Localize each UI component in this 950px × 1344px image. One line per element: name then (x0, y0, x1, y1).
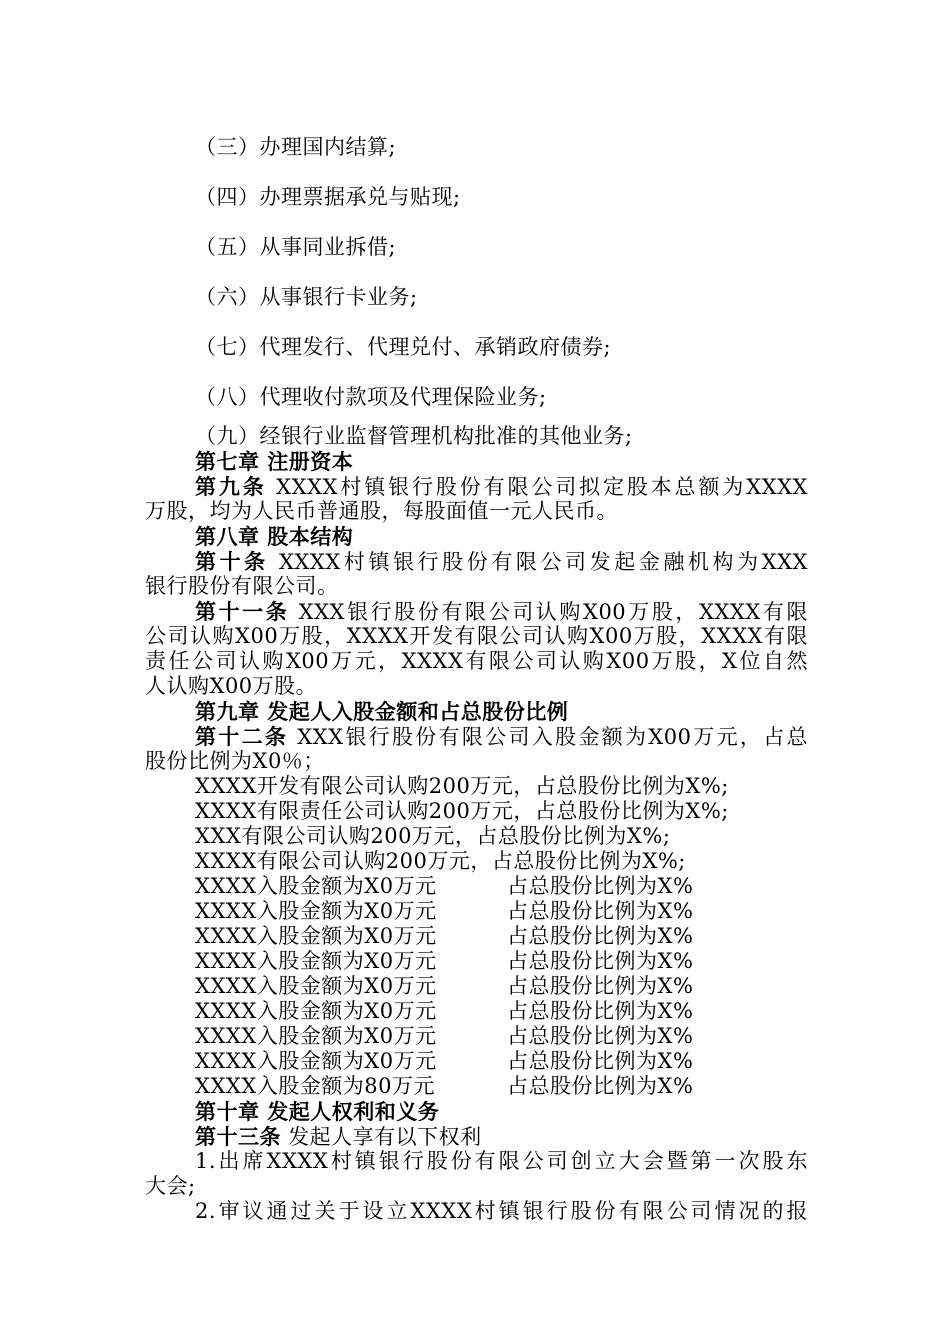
article-text: 发起人享有以下权利 (281, 1125, 482, 1149)
individual-row (195, 924, 858, 949)
article-label: 第十一条 (195, 599, 290, 624)
individual-row (195, 1049, 858, 1074)
individual-row (195, 974, 858, 999)
individual-row (195, 899, 858, 924)
individual-row (195, 1074, 858, 1099)
subscription-line: XXXX有限公司认购200万元，占总股份比例为X%; (195, 849, 686, 873)
list-item: （六）从事银行卡业务; (195, 285, 418, 309)
individual-ratio: 占总股份比例为X% (507, 974, 694, 998)
individual-ratio: 占总股份比例为X% (507, 924, 694, 948)
article-text: XXX银行股份有限公司认购X00万股，XXXX有限 (289, 600, 809, 624)
article-text: XXXX村镇银行股份有限公司发起金融机构为XXX (268, 550, 809, 574)
chapter-heading: 第七章 注册资本 (195, 449, 354, 474)
article-13-line (195, 1124, 858, 1150)
article-9-line (195, 474, 808, 500)
subscription-line: XXXX有限责任公司认购200万元，占总股份比例为X%; (195, 799, 729, 823)
article-text: XXX银行股份有限公司入股金额为X00万元，占总 (288, 725, 808, 749)
individual-ratio: 占总股份比例为X% (507, 1074, 694, 1098)
article-12-line: 股份比例为X0％； (145, 749, 325, 773)
list-item: （七）代理发行、代理兑付、承销政府债券; (195, 335, 612, 359)
individual-row (195, 874, 858, 899)
individual-amount: XXXX入股金额为X0万元 (195, 1024, 437, 1048)
list-item: （四）办理票据承兑与贴现; (195, 185, 461, 209)
individual-row (195, 949, 858, 974)
individual-ratio: 占总股份比例为X% (507, 1049, 694, 1073)
individual-amount: XXXX入股金额为X0万元 (195, 899, 437, 923)
individual-amount: XXXX入股金额为X0万元 (195, 949, 437, 973)
chapter-heading: 第九章 发起人入股金额和占总股份比例 (195, 699, 569, 724)
individual-ratio: 占总股份比例为X% (507, 949, 694, 973)
individual-row (195, 999, 858, 1024)
chapter-heading: 第八章 股本结构 (195, 524, 354, 549)
individual-ratio: 占总股份比例为X% (507, 874, 694, 898)
subscription-line: XXXX开发有限公司认购200万元，占总股份比例为X%; (195, 774, 729, 798)
rights-item-line: 1.出席XXXX村镇银行股份有限公司创立大会暨第一次股东 (195, 1149, 808, 1173)
individual-row (195, 1024, 858, 1049)
article-label: 第十二条 (195, 724, 289, 749)
individual-amount: XXXX入股金额为X0万元 (195, 924, 437, 948)
list-item: （三）办理国内结算; (195, 135, 397, 159)
individual-amount: XXXX入股金额为X0万元 (195, 1049, 437, 1073)
article-label: 第九条 (195, 474, 267, 499)
list-item: （八）代理收付款项及代理保险业务; (195, 385, 547, 409)
rights-item-line: 大会; (145, 1174, 196, 1198)
rights-item-line: 2.审议通过关于设立XXXX村镇银行股份有限公司情况的报 (195, 1199, 808, 1223)
individual-ratio: 占总股份比例为X% (507, 1024, 694, 1048)
chapter-heading: 第十章 发起人权利和义务 (195, 1099, 440, 1124)
article-11-line: 人认购X00万股。 (145, 674, 318, 698)
article-10-line: 银行股份有限公司。 (145, 574, 339, 598)
individual-amount: XXXX入股金额为X0万元 (195, 999, 437, 1023)
article-11-line: 责任公司认购X00万元，XXXX有限公司认购X00万股，X位自然 (145, 649, 808, 673)
list-item: （五）从事同业拆借; (195, 235, 397, 259)
article-10-line (195, 549, 808, 575)
article-12-line (195, 724, 808, 750)
individual-amount: XXXX入股金额为80万元 (195, 1074, 436, 1098)
article-9-line: 万股，均为人民币普通股，每股面值一元人民币。 (145, 499, 618, 523)
list-item: （九）经银行业监督管理机构批准的其他业务; (195, 424, 633, 448)
individual-amount: XXXX入股金额为X0万元 (195, 974, 437, 998)
individual-amount: XXXX入股金额为X0万元 (195, 874, 437, 898)
article-label: 第十条 (195, 549, 269, 574)
article-label: 第十三条 (195, 1124, 281, 1149)
article-11-line: 公司认购X00万股，XXXX开发有限公司认购X00万股，XXXX有限 (145, 624, 808, 648)
article-11-line (195, 599, 808, 625)
subscription-line: XXX有限公司认购200万元，占总股份比例为X%; (195, 824, 671, 848)
individual-ratio: 占总股份比例为X% (507, 999, 694, 1023)
article-text: XXXX村镇银行股份有限公司拟定股本总额为XXXX (266, 475, 808, 499)
individual-ratio: 占总股份比例为X% (507, 899, 694, 923)
